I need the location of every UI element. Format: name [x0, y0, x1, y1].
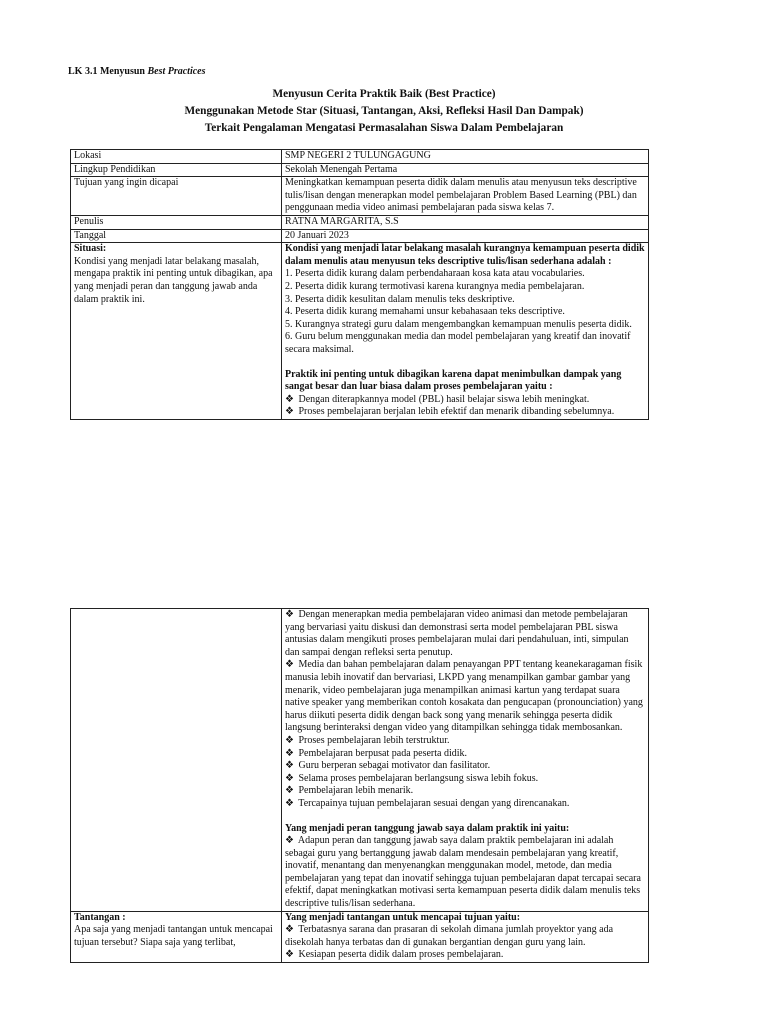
list-item: ❖ Kesiapan peserta didik dalam proses pembelajaran.: [285, 949, 504, 961]
table-row-tantangan: [71, 911, 649, 962]
situasi-item: 6. Guru belum menggunakan media dan model pembelajaran yang kreatif dan inovatif secara maksimal.: [285, 331, 631, 355]
tantangan-label-cell: [71, 911, 282, 962]
best-practice-table-part-2: [70, 608, 649, 963]
diamond-bullet-icon: ❖: [285, 772, 294, 784]
row-value: SMP NEGERI 2 TULUNGAGUNG: [282, 150, 649, 164]
situasi-item: 1. Peserta didik kurang dalam perbendaharaan kosa kata atau vocabularies.: [285, 268, 585, 280]
tantangan-label: Tantangan :: [74, 911, 126, 923]
title-line-1: Menyusun Cerita Praktik Baik (Best Practice): [272, 88, 496, 100]
row-value: 20 Januari 2023: [282, 229, 649, 243]
title-line-2: Menggunakan Metode Star (Situasi, Tantangan, Aksi, Refleksi Hasil Dan Dampak): [184, 105, 584, 117]
list-item: ❖ Dengan diterapkannya model (PBL) hasil belajar siswa lebih meningkat.: [285, 393, 590, 405]
list-item: ❖ Pembelajaran lebih menarik.: [285, 785, 414, 797]
diamond-bullet-icon: ❖: [285, 609, 294, 620]
table-row: [71, 229, 649, 243]
row-value: Meningkatkan kemampuan peserta didik dalam menulis atau menyusun teks descriptive tulis/lisan dengan menerapkan model pembelajaran Problem Based Learning (PBL) dan penggunaan media video animasi pembelajaran pada siswa kelas 7.: [282, 177, 649, 216]
diamond-bullet-icon: ❖: [285, 924, 294, 936]
situasi-intro: Kondisi yang menjadi latar belakang masalah kurangnya kemampuan peserta didik dalam menulis atau menyusun teks descriptive tulis/lisan sederhana adalah :: [285, 243, 645, 267]
table-row: [71, 177, 649, 216]
situasi-item: 4. Peserta didik kurang memahami unsur kebahasaan teks descriptive.: [285, 306, 565, 318]
tantangan-prompt: Apa saja yang menjadi tantangan untuk mencapai tujuan tersebut? Siapa saja yang terlibat,: [74, 924, 273, 948]
best-practice-table-part-1: [70, 149, 649, 420]
header-italic: Best Practices: [147, 66, 206, 77]
list-item: ❖ Adapun peran dan tanggung jawab saya dalam praktik pembelajaran ini adalah sebagai guru yang bertanggung jawab dalam mendesain pembelajaran yang kreatif, inovatif, menantang dan menyenangkan menggunakan model, metode, dan media pembelajaran yang tepat dan inovatif sehingga tujuan pembelajaran dapat tercapai secara efektif, dapat meningkatkan motivasi serta kemampuan peserta didik dalam menulis teks descriptive tulis/lisan sederhana.: [285, 835, 641, 910]
diamond-bullet-icon: ❖: [285, 797, 294, 809]
list-item: ❖ Pembelajaran berpusat pada peserta didik.: [285, 747, 468, 759]
list-item: ❖ Proses pembelajaran lebih terstruktur.: [285, 734, 450, 746]
situasi-item: 5. Kurangnya strategi guru dalam mengembangkan kemampuan menulis peserta didik.: [285, 318, 632, 330]
header-prefix: LK 3.1 Menyusun: [68, 66, 148, 77]
diamond-bullet-icon: ❖: [285, 785, 294, 797]
situasi-label: Situasi:: [74, 243, 107, 255]
situasi-label-cell: [71, 243, 282, 420]
list-item: ❖ Tercapainya tujuan pembelajaran sesuai dengan yang direncanakan.: [285, 797, 570, 809]
diamond-bullet-icon: ❖: [285, 734, 294, 746]
situasi-item: 3. Peserta didik kesulitan dalam menulis teks deskriptive.: [285, 293, 515, 305]
important-heading: Praktik ini penting untuk dibagikan karena dapat menimbulkan dampak yang sangat besar dan luar biasa dalam proses pembelajaran yaitu :: [285, 368, 622, 393]
list-item: ❖ Dengan menerapkan media pembelajaran video animasi dan metode pembelajaran yang bervariasi yaitu diskusi dan demonstrasi serta model pembelajaran PBL siswa antusias dalam mengikuti proses pembelajaran mulai dari pendahuluan, inti, simpulan dan sampai dengan refleksi serta penutup.: [285, 609, 629, 658]
table-row-continued: [71, 609, 649, 912]
diamond-bullet-icon: ❖: [285, 747, 294, 759]
list-item: ❖ Selama proses pembelajaran berlangsung siswa lebih fokus.: [285, 772, 539, 784]
diamond-bullet-icon: ❖: [285, 835, 294, 847]
row-label: Tanggal: [71, 229, 282, 243]
table-row: [71, 163, 649, 177]
diamond-bullet-icon: ❖: [285, 406, 294, 418]
diamond-bullet-icon: ❖: [285, 659, 294, 671]
list-item: ❖ Proses pembelajaran berjalan lebih efektif dan menarik dibanding sebelumnya.: [285, 406, 615, 418]
role-heading: Yang menjadi peran tanggung jawab saya dalam praktik ini yaitu:: [285, 822, 570, 834]
table-row: [71, 215, 649, 229]
situasi-content-cell: [282, 243, 649, 420]
row-label: Lingkup Pendidikan: [71, 163, 282, 177]
situasi-item: 2. Peserta didik kurang termotivasi karena kurangnya media pembelajaran.: [285, 280, 585, 292]
row-label: Tujuan yang ingin dicapai: [71, 177, 282, 216]
page-header: [68, 66, 206, 77]
title-line-3: Terkait Pengalaman Mengatasi Permasalahan Siswa Dalam Pembelajaran: [204, 122, 564, 134]
row-value: RATNA MARGARITA, S.S: [282, 215, 649, 229]
diamond-bullet-icon: ❖: [285, 393, 294, 405]
list-item: ❖ Terbatasnya sarana dan prasaran di sekolah dimana jumlah proyektor yang ada disekolah hanya terbatas dan di gunakan bergantian dengan guru yang lain.: [285, 924, 614, 948]
diamond-bullet-icon: ❖: [285, 949, 294, 961]
table-row-situasi: [71, 243, 649, 420]
list-item: ❖ Guru berperan sebagai motivator dan fasilitator.: [285, 760, 491, 772]
continued-label-cell: [71, 609, 282, 912]
tantangan-heading: Yang menjadi tantangan untuk mencapai tujuan yaitu:: [285, 911, 521, 923]
row-value: Sekolah Menengah Pertama: [282, 163, 649, 177]
continued-content-cell: [282, 609, 649, 912]
list-item: ❖ Media dan bahan pembelajaran dalam penayangan PPT tentang keanekaragaman fisik manusia lebih inovatif dan bervariasi, LKPD yang menampilkan gambar gambar yang menarik, video pembelajaran juga menampilkan animasi kartun yang terdapat suara native speaker yang memberikan contoh kosakata dan pengucapan (pronounciation) yang harus diikuti peserta didik dengan back song yang menarik sehingga peserta didik langsung berinteraksi dengan video yang ditampilkan sehingga tidak membosankan.: [285, 659, 643, 734]
situasi-prompt: Kondisi yang menjadi latar belakang masalah, mengapa praktik ini penting untuk dibagikan, apa yang menjadi peran dan tanggung jawab anda dalam praktik ini.: [74, 255, 273, 305]
row-label: Lokasi: [71, 150, 282, 164]
document-titles: [0, 86, 768, 137]
tantangan-content-cell: [282, 911, 649, 962]
diamond-bullet-icon: ❖: [285, 760, 294, 772]
table-row: [71, 150, 649, 164]
row-label: Penulis: [71, 215, 282, 229]
